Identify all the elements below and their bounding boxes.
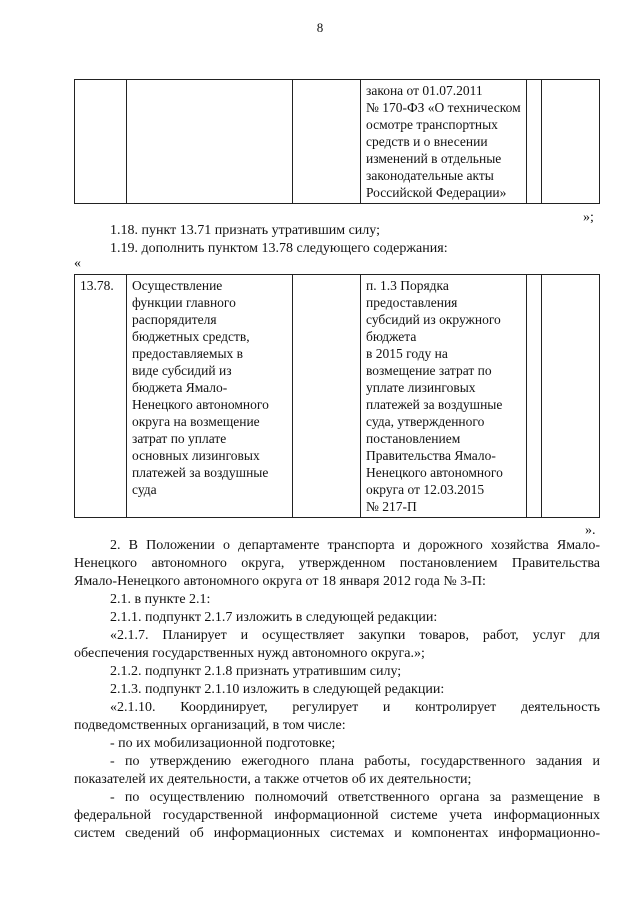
- paragraph-2-1-3: 2.1.3. подпункт 2.1.10 изложить в следующей редакции:: [110, 682, 445, 697]
- paragraph-2-1-10-line1: «2.1.10. Координирует, регулирует и контролирует деятельность: [110, 700, 600, 715]
- row-number-cell: [75, 275, 127, 518]
- reference-cell: [361, 275, 527, 518]
- closing-quote: »;: [583, 210, 594, 225]
- table-cell: [527, 275, 542, 518]
- paragraph-2-1-2: 2.1.2. подпункт 2.1.8 признать утратившим силу;: [110, 664, 402, 679]
- paragraph-2-1-7-line2: обеспечения государственных нужд автономного округа.»;: [74, 646, 425, 661]
- item-1-19: 1.19. дополнить пунктом 13.78 следующего содержания:: [110, 241, 448, 256]
- law-reference-cell: [361, 80, 527, 204]
- row-number: 13.78.: [80, 278, 114, 293]
- table-row: [75, 80, 600, 204]
- reference-text: п. 1.3 Порядка предоставления субсидий из окружного бюджета в 2015 году на возмещение затрат по уплате лизинговых платежей за воздушные суда, утвержденного постановлением Правительства Ямало- Ненецкого автономного округа от 12.03.2015 № 217-П: [366, 278, 503, 514]
- description-cell: [127, 275, 293, 518]
- table-cell: [75, 80, 127, 204]
- page-number: 8: [316, 20, 324, 35]
- paragraph-2-line1: 2. В Положении о департаменте транспорта и дорожного хозяйства Ямало-: [110, 538, 600, 553]
- paragraph-2-line2: Ненецкого автономного округа, утвержденном постановлением Правительства: [74, 556, 600, 571]
- table-cell: [542, 80, 600, 204]
- paragraph-2-line3: Ямало-Ненецкого автономного округа от 18 января 2012 года № 3-П:: [74, 574, 486, 589]
- bullet-1: - по их мобилизационной подготовке;: [110, 736, 336, 751]
- bullet-3-line3: систем сведений об информационных системах и компонентах информационно-: [74, 826, 600, 841]
- table-cell: [293, 275, 361, 518]
- description-text: Осуществление функции главного распорядителя бюджетных средств, предоставляемых в виде субсидий из бюджета Ямало- Ненецкого автономного округа на возмещение затрат по уплате основных лизинговых платежей за воздушные суда: [132, 278, 269, 497]
- table-top: [74, 79, 600, 204]
- item-1-18: 1.18. пункт 13.71 признать утратившим силу;: [110, 223, 380, 238]
- paragraph-2-1-1: 2.1.1. подпункт 2.1.7 изложить в следующей редакции:: [110, 610, 438, 625]
- bullet-2-line2: показателей их деятельности, а также отчетов об их деятельности;: [74, 772, 472, 787]
- table-cell: [527, 80, 542, 204]
- law-reference-text: закона от 01.07.2011 № 170-ФЗ «О техническом осмотре транспортных средств и о внесении изменений в отдельные законодательные акты Российской Федерации»: [366, 83, 521, 200]
- table-cell: [542, 275, 600, 518]
- table-cell: [127, 80, 293, 204]
- opening-quote: «: [74, 256, 81, 271]
- paragraph-2-1-7-line1: «2.1.7. Планирует и осуществляет закупки товаров, работ, услуг для: [110, 628, 600, 643]
- paragraph-2-1: 2.1. в пункте 2.1:: [110, 592, 211, 607]
- bullet-3-line2: федеральной государственной информационной системе учета информационных: [74, 808, 600, 823]
- table-row: [75, 275, 600, 518]
- table-bottom: [74, 274, 600, 518]
- bullet-3-line1: - по осуществлению полномочий ответственного органа за размещение в: [110, 790, 600, 805]
- bullet-2-line1: - по утверждению ежегодного плана работы, государственного задания и: [110, 754, 600, 769]
- table-cell: [293, 80, 361, 204]
- paragraph-2-1-10-line2: подведомственных организаций, в том числе:: [74, 718, 346, 733]
- closing-quote-period: ».: [585, 523, 596, 538]
